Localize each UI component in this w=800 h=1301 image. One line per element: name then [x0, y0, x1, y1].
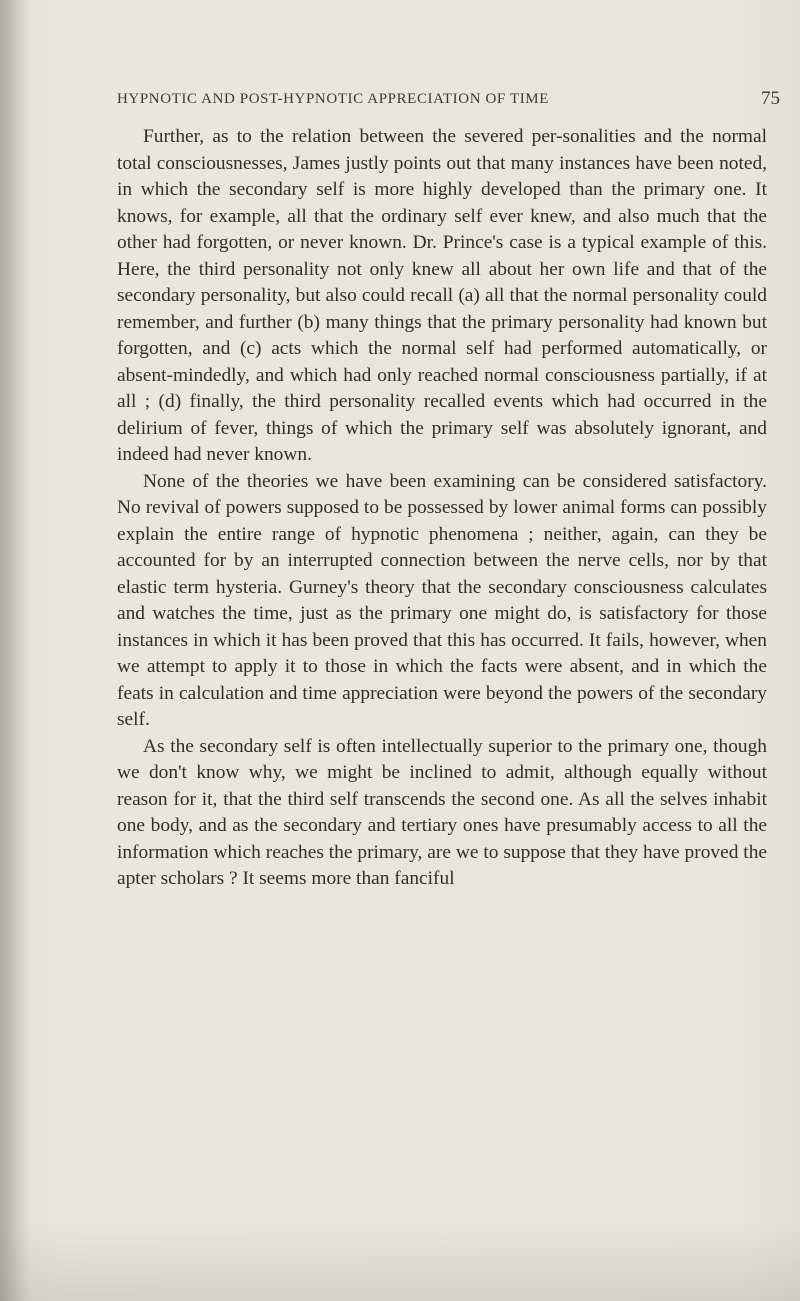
paragraph: Further, as to the relation between the severed per-sonalities and the normal total consciousnesses, James justly points out that many instances have been noted, in which the secondary self is more highly developed than the primary one. It knows, for example, all that the ordinary self ever knew, and also much that the other had forgotten, or never known. Dr. Prince's case is a typical example of this. Here, the third personality not only knew all about her own life and that of the secondary personality, but also could recall (a) all that the normal personality could remember, and further (b) many things that the primary personality had known but forgotten, and (c) acts which the normal self had performed automatically, or absent-mindedly, and which had only reached normal consciousness partially, if at all ; (d) finally, the third personality recalled events which had occurred in the delirium of fever, things of which the primary self was absolutely ignorant, and indeed had never known. — [117, 126, 767, 465]
binding-shadow — [0, 0, 30, 1301]
page-number: 75 — [761, 88, 780, 109]
running-head — [117, 88, 780, 113]
body-text — [117, 124, 767, 893]
bottom-shadow — [0, 1221, 800, 1301]
paragraph: None of the theories we have been examining can be considered satisfactory. No revival of powers supposed to be possessed by lower animal forms can possibly explain the entire range of hypnotic phenomena ; neither, again, can they be accounted for by an interrupted connection between the nerve cells, nor by that elastic term hysteria. Gurney's theory that the secondary consciousness calculates and watches the time, just as the primary one might do, is satisfactory for those instances in which it has been proved that this has occurred. It fails, however, when we attempt to apply it to those in which the facts were absent, and in which the feats in calculation and time appreciation were beyond the powers of the secondary self. — [117, 470, 767, 730]
running-title: HYPNOTIC AND POST-HYPNOTIC APPRECIATION OF TIME — [117, 91, 549, 107]
paragraph: As the secondary self is often intellectually superior to the primary one, though we don't know why, we might be inclined to admit, although equally without reason for it, that the third self transcends the second one. As all the selves inhabit one body, and as the secondary and tertiary ones have presumably access to all the information which reaches the primary, are we to suppose that they have proved the apter scholars ? It seems more than fanciful — [117, 735, 767, 889]
